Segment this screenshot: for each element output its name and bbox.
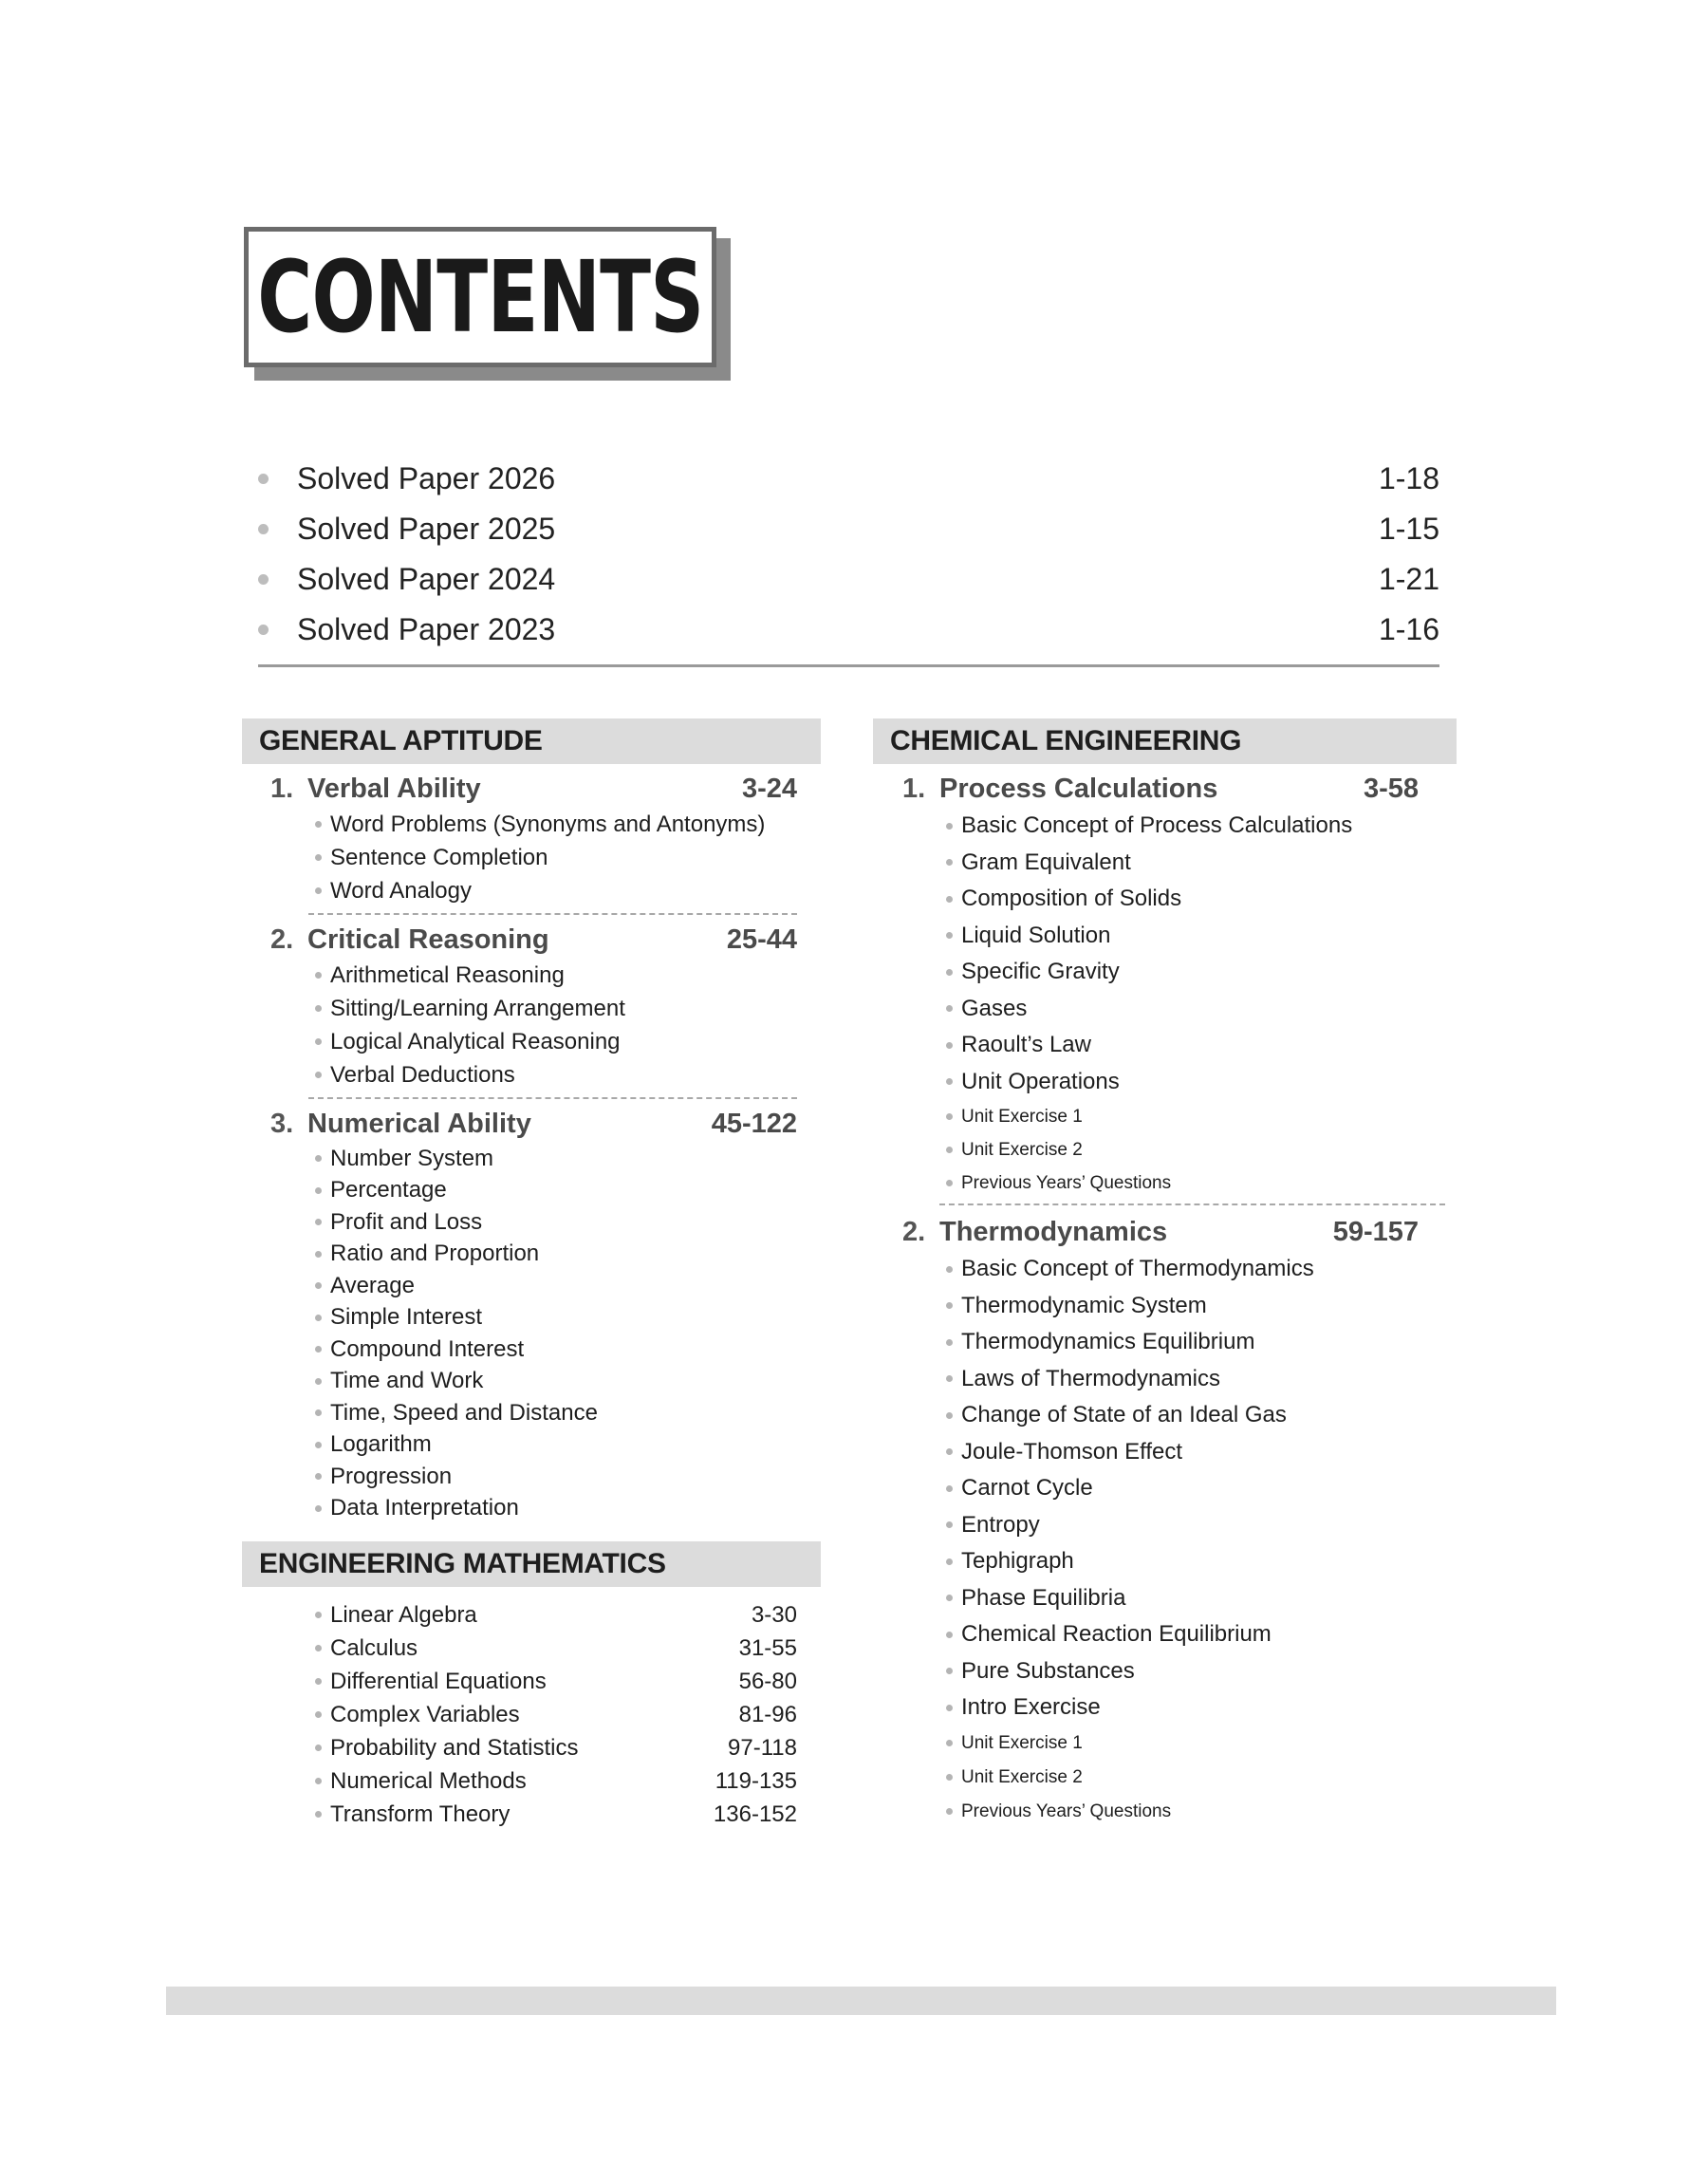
solved-paper-title: Solved Paper 2024 [297, 562, 556, 596]
exercise-item[interactable] [873, 1133, 1457, 1166]
topic-label: Thermodynamics Equilibrium [961, 1329, 1255, 1355]
bullet-icon [946, 1485, 953, 1492]
bullet-icon [315, 1645, 322, 1651]
solved-paper-pages: 1-21 [1378, 562, 1439, 596]
section-header-engineering-mathematics: ENGINEERING MATHEMATICS [242, 1541, 821, 1587]
chapter-number: 2. [902, 1216, 926, 1247]
chapter-pages: 25-44 [726, 924, 797, 955]
topic-label: Simple Interest [330, 1304, 483, 1331]
topic-pages: 31-55 [738, 1634, 797, 1661]
topic-label: Entropy [961, 1511, 1040, 1538]
solved-paper-pages: 1-15 [1378, 512, 1439, 546]
chapter-number: 2. [270, 924, 294, 955]
bullet-icon [946, 1632, 953, 1638]
topic-item[interactable] [873, 1434, 1457, 1471]
topic-pages: 97-118 [728, 1734, 797, 1761]
topic-item[interactable] [873, 1616, 1457, 1653]
bullet-icon [258, 625, 269, 635]
topic-label: Complex Variables [330, 1701, 520, 1727]
topic-pages: 81-96 [738, 1701, 797, 1727]
chapter-heading[interactable] [242, 921, 821, 959]
topic-label: Basic Concept of Thermodynamics [961, 1256, 1314, 1282]
bullet-icon [946, 1668, 953, 1674]
bullet-icon [946, 1078, 953, 1085]
bullet-icon [315, 1346, 322, 1353]
chapter-number: 1. [270, 773, 294, 804]
topic-label: Thermodynamic System [961, 1292, 1207, 1318]
topic-label: Specific Gravity [961, 959, 1120, 985]
topic-label: Differential Equations [330, 1668, 547, 1694]
chapter-pages: 45-122 [711, 1108, 797, 1139]
solved-paper-title: Solved Paper 2025 [297, 512, 556, 546]
topic-item[interactable] [242, 1334, 821, 1366]
topic-item[interactable] [242, 1731, 821, 1764]
topic-item[interactable] [242, 1302, 821, 1334]
topic-item[interactable] [873, 1507, 1457, 1544]
bullet-icon [946, 1774, 953, 1781]
bullet-icon [315, 1811, 322, 1818]
bullet-icon [315, 1711, 322, 1718]
bullet-icon [315, 1005, 322, 1012]
solved-paper-pages: 1-18 [1378, 461, 1439, 495]
chapter-title: Thermodynamics [939, 1216, 1168, 1247]
topic-list [873, 1251, 1457, 1829]
bullet-icon [946, 932, 953, 939]
topic-label: Change of State of an Ideal Gas [961, 1402, 1287, 1428]
solved-paper-item[interactable] [258, 454, 1439, 504]
bullet-icon [315, 1187, 322, 1194]
topic-item[interactable] [873, 991, 1457, 1028]
chapter-pages: 3-24 [741, 773, 797, 804]
bullet-icon [315, 1778, 322, 1784]
topic-item[interactable] [873, 1580, 1457, 1617]
topic-item[interactable] [242, 1461, 821, 1493]
topic-item[interactable] [873, 881, 1457, 918]
bullet-icon [946, 969, 953, 976]
topic-label: Chemical Reaction Equilibrium [961, 1621, 1272, 1648]
bullet-icon [946, 1412, 953, 1419]
chapter-critical-reasoning [242, 921, 821, 1092]
bullet-icon [315, 854, 322, 861]
topic-item[interactable] [242, 1798, 821, 1831]
bullet-icon [946, 1339, 953, 1346]
bullet-icon [946, 1705, 953, 1711]
topic-item[interactable] [873, 1064, 1457, 1101]
bullet-icon [315, 1612, 322, 1618]
topic-label: Carnot Cycle [961, 1475, 1093, 1502]
solved-paper-title: Solved Paper 2023 [297, 612, 556, 646]
solved-paper-item[interactable] [258, 554, 1439, 605]
bullet-icon [946, 1113, 953, 1120]
topic-label: Pure Substances [961, 1657, 1135, 1684]
chapter-heading[interactable] [873, 1213, 1457, 1251]
topic-list [242, 959, 821, 1092]
bullet-icon [315, 1442, 322, 1448]
topic-item[interactable] [242, 1175, 821, 1207]
topic-list [242, 808, 821, 907]
chapter-heading[interactable] [242, 1105, 821, 1143]
bullet-icon [315, 1678, 322, 1685]
topic-label: Compound Interest [330, 1335, 525, 1362]
exercise-label: Previous Years’ Questions [961, 1801, 1172, 1821]
topic-item[interactable] [873, 1543, 1457, 1580]
bullet-icon [946, 1521, 953, 1528]
bullet-icon [258, 524, 269, 534]
bullet-icon [315, 1282, 322, 1289]
topic-label: Number System [330, 1145, 494, 1171]
topic-label: Liquid Solution [961, 922, 1111, 948]
topic-item[interactable] [242, 1698, 821, 1731]
chapter-heading[interactable] [873, 770, 1457, 808]
topic-label: Transform Theory [330, 1801, 511, 1827]
chapter-pages: 59-157 [1332, 1216, 1419, 1247]
topic-item[interactable] [873, 1288, 1457, 1325]
bullet-icon [946, 823, 953, 830]
chapter-title: Verbal Ability [307, 773, 481, 804]
topic-item[interactable] [242, 1397, 821, 1429]
chapter-title: Numerical Ability [307, 1108, 531, 1139]
exercise-label: Unit Exercise 2 [961, 1139, 1083, 1160]
topic-item[interactable] [242, 959, 821, 992]
topic-pages: 3-30 [751, 1601, 797, 1628]
topic-item[interactable] [873, 808, 1457, 845]
bullet-icon [315, 1473, 322, 1480]
exercise-item[interactable] [873, 1166, 1457, 1200]
topic-item[interactable] [242, 1366, 821, 1398]
section-header-general-aptitude: GENERAL APTITUDE [242, 718, 821, 764]
topic-item[interactable] [873, 1397, 1457, 1434]
bullet-icon [315, 887, 322, 894]
topic-label: Laws of Thermodynamics [961, 1365, 1220, 1391]
topic-pages: 119-135 [715, 1767, 797, 1794]
topic-label: Composition of Solids [961, 886, 1182, 912]
topic-label: Progression [330, 1463, 453, 1489]
topic-label: Average [330, 1272, 415, 1298]
topic-label: Word Analogy [330, 877, 472, 904]
topic-label: Gases [961, 995, 1028, 1021]
chapter-process-calculations [873, 770, 1457, 1200]
topic-item[interactable] [242, 808, 821, 841]
topic-item[interactable] [242, 992, 821, 1025]
bullet-icon [946, 1740, 953, 1746]
bullet-icon [315, 1072, 322, 1078]
topic-item[interactable] [873, 1361, 1457, 1398]
bullet-icon [315, 1038, 322, 1045]
chapter-number: 1. [902, 773, 926, 804]
bullet-icon [946, 1005, 953, 1012]
topic-label: Data Interpretation [330, 1495, 519, 1521]
solved-paper-pages: 1-16 [1378, 612, 1439, 646]
exercise-item[interactable] [873, 1100, 1457, 1133]
topic-label: Percentage [330, 1177, 447, 1203]
exercise-item[interactable] [873, 1761, 1457, 1795]
contents-title-box [244, 227, 716, 367]
topic-item[interactable] [242, 1058, 821, 1092]
bullet-icon [315, 1155, 322, 1162]
bullet-icon [315, 1409, 322, 1416]
topic-label: Sitting/Learning Arrangement [330, 995, 625, 1021]
chapter-verbal-ability [242, 770, 821, 907]
topic-item[interactable] [242, 1206, 821, 1239]
topic-item[interactable] [873, 954, 1457, 991]
exercise-label: Unit Exercise 1 [961, 1732, 1083, 1753]
topic-item[interactable] [242, 1239, 821, 1271]
bullet-icon [315, 972, 322, 979]
exercise-label: Unit Exercise 2 [961, 1766, 1083, 1787]
topic-label: Word Problems (Synonyms and Antonyms) [330, 811, 766, 837]
topic-label: Phase Equilibria [961, 1584, 1126, 1611]
dashed-divider [308, 913, 797, 915]
topic-item[interactable] [242, 1493, 821, 1525]
topic-list [873, 808, 1457, 1200]
bullet-icon [315, 1251, 322, 1258]
math-topic-list [242, 1598, 821, 1831]
topic-label: Joule-Thomson Effect [961, 1438, 1183, 1465]
topic-label: Intro Exercise [961, 1694, 1101, 1721]
chapter-title: Critical Reasoning [307, 924, 549, 955]
bullet-icon [946, 1302, 953, 1309]
bullet-icon [315, 1315, 322, 1321]
section-header-chemical-engineering: CHEMICAL ENGINEERING [873, 718, 1457, 764]
topic-label: Basic Concept of Process Calculations [961, 812, 1353, 839]
topic-label: Verbal Deductions [330, 1061, 515, 1088]
divider [258, 664, 1439, 667]
bullet-icon [946, 1147, 953, 1153]
bullet-icon [946, 1448, 953, 1455]
bullet-icon [946, 1595, 953, 1601]
topic-label: Raoult’s Law [961, 1032, 1091, 1058]
bullet-icon [315, 1745, 322, 1751]
exercise-item[interactable] [873, 1726, 1457, 1761]
dashed-divider [308, 1097, 797, 1099]
topic-label: Time, Speed and Distance [330, 1399, 598, 1426]
bullet-icon [946, 1375, 953, 1382]
topic-label: Calculus [330, 1634, 418, 1661]
topic-label: Logical Analytical Reasoning [330, 1028, 621, 1054]
topic-item[interactable] [873, 918, 1457, 955]
chapter-title: Process Calculations [939, 773, 1218, 804]
solved-paper-item[interactable] [258, 605, 1439, 655]
topic-pages: 56-80 [738, 1668, 797, 1694]
topic-item[interactable] [242, 1143, 821, 1175]
topic-label: Profit and Loss [330, 1208, 483, 1235]
dashed-divider [939, 1203, 1445, 1205]
topic-list [242, 1143, 821, 1524]
chapter-number: 3. [270, 1108, 294, 1139]
exercise-label: Unit Exercise 1 [961, 1106, 1083, 1127]
chapter-pages: 3-58 [1363, 773, 1419, 804]
topic-item[interactable] [242, 1598, 821, 1632]
topic-label: Sentence Completion [330, 844, 548, 870]
bullet-icon [258, 474, 269, 484]
topic-item[interactable] [873, 845, 1457, 882]
solved-papers-list [258, 454, 1439, 655]
topic-item[interactable] [873, 1251, 1457, 1288]
topic-item[interactable] [242, 1025, 821, 1058]
topic-item[interactable] [242, 1270, 821, 1302]
topic-item[interactable] [873, 1324, 1457, 1361]
chapter-thermodynamics [873, 1213, 1457, 1829]
exercise-label: Previous Years’ Questions [961, 1172, 1172, 1193]
bullet-icon [315, 1378, 322, 1385]
topic-label: Logarithm [330, 1431, 432, 1458]
right-column [873, 718, 1457, 1829]
topic-pages: 136-152 [713, 1801, 797, 1827]
topic-label: Gram Equivalent [961, 849, 1131, 875]
bullet-icon [946, 859, 953, 866]
bullet-icon [315, 1219, 322, 1225]
bullet-icon [946, 1042, 953, 1049]
topic-item[interactable] [242, 841, 821, 874]
topic-label: Numerical Methods [330, 1767, 527, 1794]
bullet-icon [946, 1558, 953, 1565]
page-title: CONTENTS [256, 239, 704, 355]
topic-item[interactable] [873, 1470, 1457, 1507]
topic-label: Time and Work [330, 1368, 484, 1394]
topic-label: Unit Operations [961, 1068, 1120, 1094]
bullet-icon [946, 1266, 953, 1273]
solved-paper-title: Solved Paper 2026 [297, 461, 556, 495]
bullet-icon [946, 1180, 953, 1186]
topic-item[interactable] [242, 1429, 821, 1462]
bullet-icon [315, 821, 322, 828]
topic-item[interactable] [242, 1665, 821, 1698]
topic-item[interactable] [873, 1689, 1457, 1726]
topic-label: Ratio and Proportion [330, 1241, 540, 1267]
topic-label: Probability and Statistics [330, 1734, 579, 1761]
bullet-icon [315, 1505, 322, 1512]
footer-bar [166, 1987, 1556, 2015]
topic-label: Tephigraph [961, 1548, 1074, 1575]
topic-item[interactable] [242, 1632, 821, 1665]
chapter-numerical-ability [242, 1105, 821, 1524]
topic-label: Arithmetical Reasoning [330, 961, 565, 988]
bullet-icon [946, 1808, 953, 1815]
bullet-icon [258, 574, 269, 585]
chapter-heading[interactable] [242, 770, 821, 808]
topic-item[interactable] [242, 874, 821, 907]
solved-paper-item[interactable] [258, 504, 1439, 554]
left-column [242, 718, 821, 1831]
topic-item[interactable] [873, 1653, 1457, 1690]
exercise-item[interactable] [873, 1795, 1457, 1829]
topic-label: Linear Algebra [330, 1601, 477, 1628]
bullet-icon [946, 896, 953, 903]
topic-item[interactable] [242, 1764, 821, 1798]
topic-item[interactable] [873, 1027, 1457, 1064]
